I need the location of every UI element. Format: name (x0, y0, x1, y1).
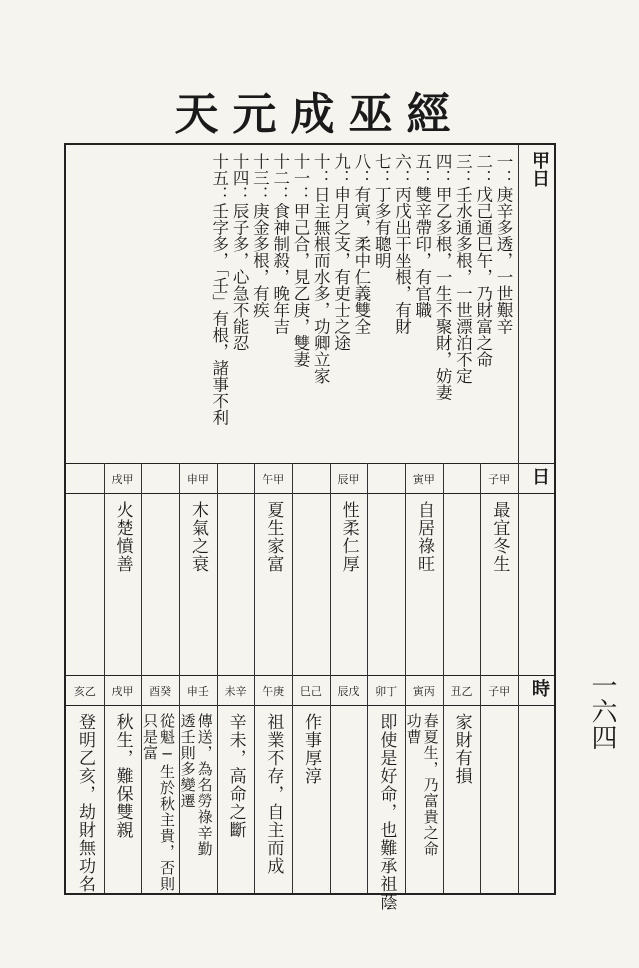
hour-text: 辛未，高命之斷 (225, 713, 246, 839)
hour-label: 午庚 (262, 685, 285, 698)
hour-label: 酉癸 (149, 685, 172, 698)
hour-label: 子甲 (488, 685, 511, 698)
column-divider (104, 675, 105, 893)
hour-text: 秋生，難保雙親 (112, 713, 133, 839)
month-line: 十：日主無根而水多，功卿立家 (311, 153, 331, 384)
day-label: 戌甲 (111, 473, 134, 486)
column-divider (179, 463, 180, 675)
column-divider (141, 463, 142, 675)
month-line: 二：戊己通巳午，乃財富之命 (473, 153, 493, 368)
day-text: 最宜冬生 (489, 501, 510, 573)
day-header: 日 (529, 467, 550, 485)
hour-text: 春夏生，乃富貴之命 (421, 713, 440, 857)
page-title: 天元成巫經 (174, 89, 465, 140)
column-divider (254, 463, 255, 675)
column-divider (292, 463, 293, 675)
day-text: 夏生家富 (263, 501, 284, 573)
column-divider (480, 463, 481, 675)
header-column-divider (518, 145, 519, 893)
hour-text: 即使是好命，也難承祖蔭 (376, 713, 397, 911)
day-label: 辰甲 (337, 473, 360, 486)
month-line: 十三：庚金多根，有疾 (250, 153, 270, 318)
month-line: 一：庚辛多透，一世艱辛 (494, 153, 513, 335)
day-label: 申甲 (186, 473, 209, 486)
hour-text: 只是富 (141, 713, 159, 761)
column-divider (217, 463, 218, 675)
hour-label: 申壬 (186, 685, 209, 698)
column-divider (480, 675, 481, 893)
hour-text: 祖業不存，自主而成 (263, 713, 284, 875)
hour-text: 家財有損 (451, 713, 472, 785)
column-divider (367, 675, 368, 893)
month-line: 十二：食神制殺，晚年吉 (270, 153, 290, 335)
column-divider (443, 463, 444, 675)
hour-label: 未辛 (224, 685, 247, 698)
column-divider (330, 463, 331, 675)
column-divider (104, 463, 105, 675)
hour-header: 時 (529, 679, 550, 697)
column-divider (330, 675, 331, 893)
month-header: 甲日 (529, 151, 550, 187)
column-divider (217, 675, 218, 893)
day-text: 木氣之衰 (188, 501, 208, 573)
hour-label: 巳己 (299, 685, 322, 698)
column-divider (292, 675, 293, 893)
hour-label: 寅丙 (412, 685, 435, 698)
column-divider (405, 463, 406, 675)
day-text: 性柔仁厚 (338, 501, 359, 573)
month-line: 四：甲乙多根，一生不聚財，妨妻 (433, 153, 453, 401)
day-label: 子甲 (488, 473, 511, 486)
hour-label: 亥乙 (73, 685, 96, 698)
day-label: 寅甲 (412, 473, 435, 486)
hour-label: 卯丁 (375, 685, 398, 698)
hour-label: 丑乙 (450, 685, 473, 698)
month-line: 八：有寅，柔中仁義雙全 (351, 153, 371, 335)
month-line: 五：雙辛帶印，有官職 (412, 153, 432, 318)
hour-text: 登明乙亥，劫財無功名 (75, 713, 95, 893)
hour-text: 透壬則多變遷 (178, 713, 197, 809)
month-line: 十四：辰子多，心急不能忍 (230, 153, 250, 351)
month-line: 六：丙戊出干坐根，有財 (392, 153, 412, 335)
page-number: 一六四 (587, 672, 617, 750)
month-line: 十五：壬字多，「壬」有根，諸事不利 (209, 153, 229, 426)
day-text: 火楚憤善 (112, 501, 133, 573)
column-divider (254, 675, 255, 893)
day-label: 午甲 (262, 473, 285, 486)
hour-text: 傳送，為名勞祿辛勤 (195, 713, 214, 857)
column-divider (367, 463, 368, 675)
hour-text: 作事厚淳 (301, 713, 321, 785)
hour-label: 戌甲 (111, 685, 134, 698)
column-divider (443, 675, 444, 893)
table-frame (64, 143, 556, 911)
month-line: 七：丁多有聰明 (372, 153, 392, 269)
day-text: 自居祿旺 (414, 501, 434, 573)
column-divider (405, 675, 406, 893)
column-divider (141, 675, 142, 893)
hour-label: 辰戊 (337, 685, 360, 698)
hour-text: 從魁─生於秋主貴，否則 (158, 713, 176, 892)
hour-text: 功曹 (404, 713, 423, 745)
month-line: 三：壬水通多根，一世漂泊不定 (453, 153, 473, 384)
month-line: 十一：甲己合，見乙庚，雙妻 (291, 153, 310, 368)
month-line: 九：申月之支，有吏士之途 (331, 153, 351, 351)
